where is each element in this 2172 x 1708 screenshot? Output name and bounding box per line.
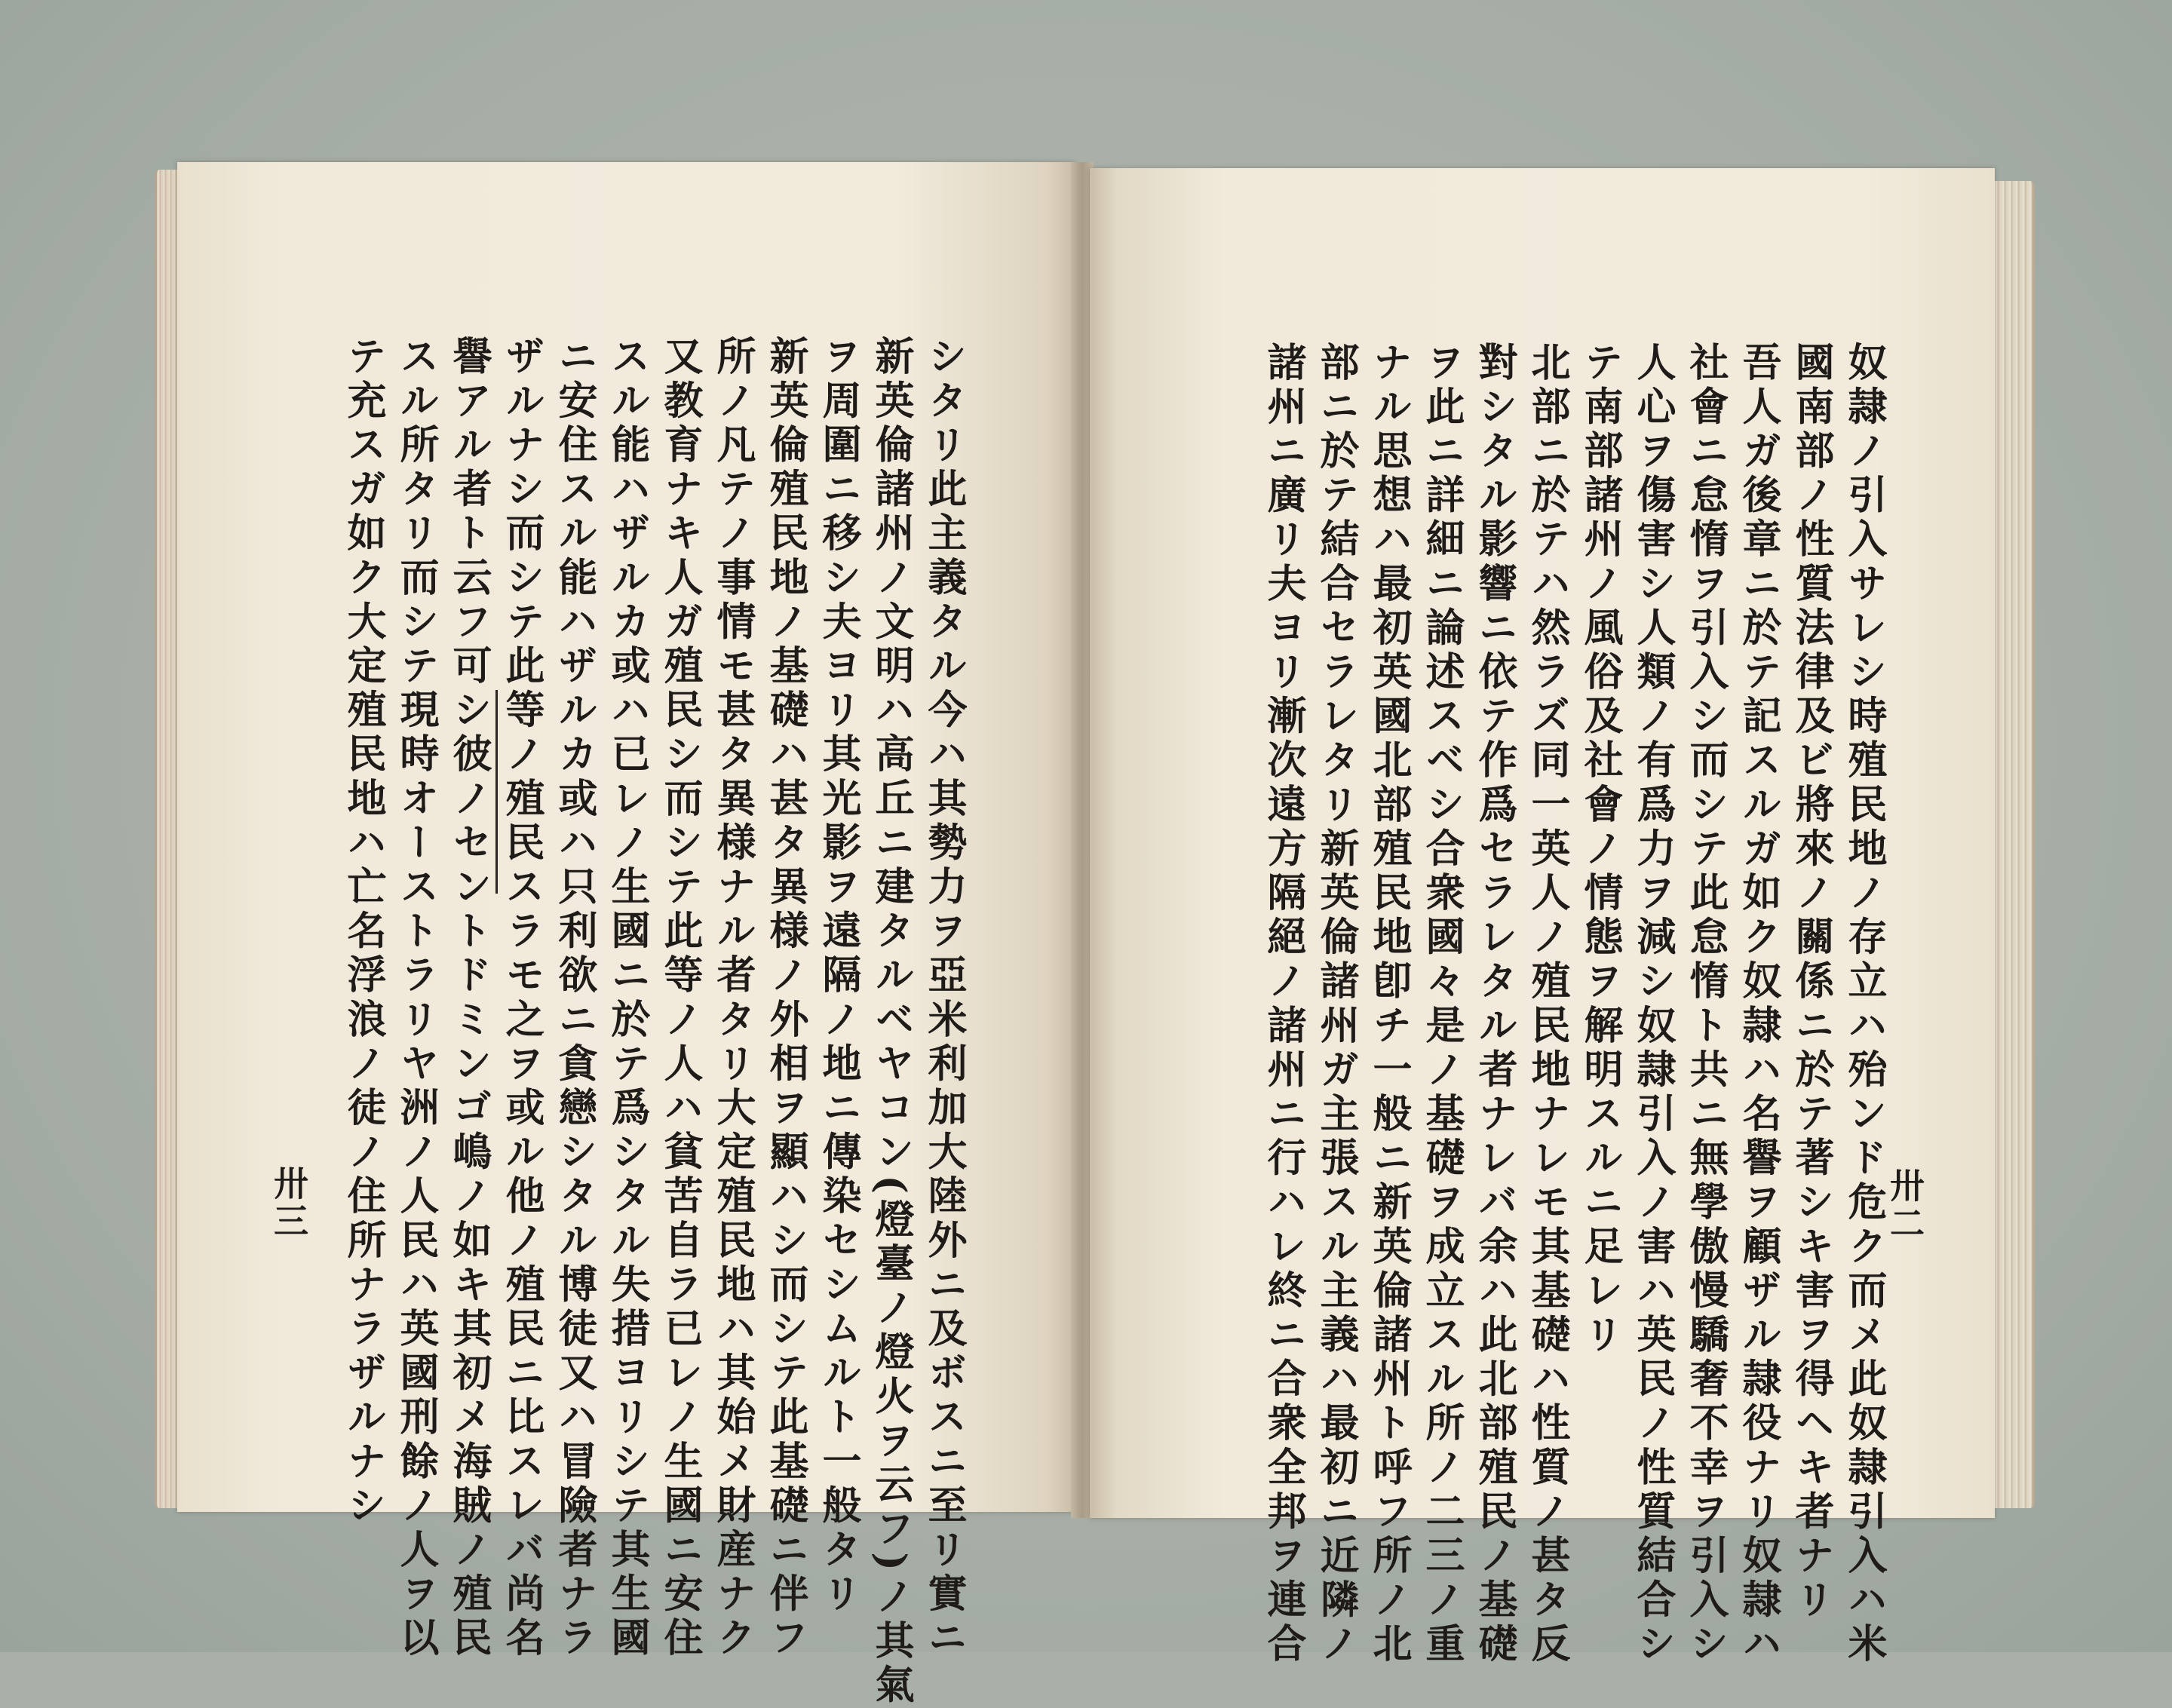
left-column-8: ニ安住スル能ハザルカ或ハ只利欲ニ貪戀シタル博徒又ハ冒險者ナラ	[551, 336, 597, 1661]
open-book	[155, 162, 2040, 1708]
left-column-10: 譽アル者ト云フ可シ彼ノセントドミンゴ嶋ノ如キ其初メ海賊ノ殖民	[446, 336, 492, 1661]
left-column-4: 新英倫殖民地ノ基礎ハ甚タ異様ノ外相ヲ顯ハシ而シテ此基礎ニ伴フ	[762, 336, 808, 1661]
left-column-3: ヲ周圍ニ移シ夫ヨリ其光影ヲ遠隔ノ地ニ傳染セシムルト一般タリ	[815, 336, 861, 1618]
right-column-6: テ南部諸州ノ風俗及社會ノ情態ヲ解明スルニ足レリ	[1577, 342, 1623, 1358]
right-page	[1090, 168, 1995, 1667]
right-column-11: 部ニ於テ結合セラレタリ新英倫諸州ガ主張スル主義ハ最初ニ近隣ノ	[1313, 342, 1359, 1667]
left-column-12: テ充スガ如ク大定殖民地ハ亡名浮浪ノ徒ノ住所ナラザルナシ	[340, 336, 386, 1529]
right-column-8: 對シタル影響ニ依テ作爲セラレタル者ナレバ余ハ此北部殖民ノ基礎	[1471, 342, 1517, 1667]
left-column-1: シタリ此主義タル今ハ其勢力ヲ亞米利加大陸外ニ及ボスニ至リ實ニ	[921, 336, 967, 1661]
right-column-10: ナル思想ハ最初英國北部殖民地卽チ一般ニ新英倫諸州ト呼フ所ノ北	[1366, 342, 1412, 1667]
proper-name-rule	[495, 690, 498, 894]
right-column-3: 吾人ガ後章ニ於テ記スルガ如ク奴隷ハ名譽ヲ顧ザル隷役ナリ奴隷ハ	[1735, 342, 1781, 1667]
left-column-7: スル能ハザルカ或ハ已レノ生國ニ於テ爲シタル失措ヨリシテ其生國	[604, 336, 650, 1661]
left-page-number: 卅三	[268, 1165, 309, 1240]
left-column-9: ザルナシ而シテ此等ノ殖民スラモ之ヲ或ル他ノ殖民ニ比スレバ尚名	[499, 336, 545, 1661]
left-page	[177, 162, 1075, 1708]
left-column-11: スル所タリ而シテ現時オーストラリヤ洲ノ人民ハ英國刑餘ノ人ヲ以	[393, 336, 439, 1661]
right-column-1: 奴隷ノ引入サレシ時殖民地ノ存立ハ殆ンド危ク而メ此奴隷引入ハ米	[1841, 342, 1887, 1667]
left-column-6: 又教育ナキ人ガ殖民シ而シテ此等ノ人ハ貧苦自ラ已レノ生國ニ安住	[657, 336, 703, 1661]
right-column-2: 國南部ノ性質法律及ビ將來ノ關係ニ於テ著シキ害ヲ得ヘキ者ナリ	[1788, 342, 1834, 1624]
left-column-2: 新英倫諸州ノ文明ハ高丘ニ建タルベヤコン(燈臺ノ燈火ヲ云フ)ノ其氣	[868, 336, 914, 1708]
right-column-12: 諸州ニ廣リ夫ヨリ漸次遠方隔絕ノ諸州ニ行ハレ終ニ合衆全邦ヲ連合	[1260, 342, 1306, 1667]
right-column-5: 人心ヲ傷害シ人類ノ有爲力ヲ減シ奴隷引入ノ害ハ英民ノ性質結合シ	[1630, 342, 1676, 1667]
right-page-number: 卅二	[1885, 1167, 1925, 1243]
left-column-5: 所ノ凡テノ事情モ甚タ異様ナル者タリ大定殖民地ハ其始メ財産ナク	[710, 336, 756, 1661]
right-column-9: ヲ此ニ詳細ニ論述スベシ合衆國々是ノ基礎ヲ成立スル所ノ二三ノ重	[1419, 342, 1465, 1667]
right-column-7: 北部ニ於テハ然ラズ同一英人ノ殖民地ナレモ其基礎ハ性質ノ甚タ反	[1524, 342, 1570, 1667]
right-column-4: 社會ニ怠惰ヲ引入シ而シテ此怠惰ト共ニ無學傲慢驕奢不幸ヲ引入シ	[1683, 342, 1729, 1667]
